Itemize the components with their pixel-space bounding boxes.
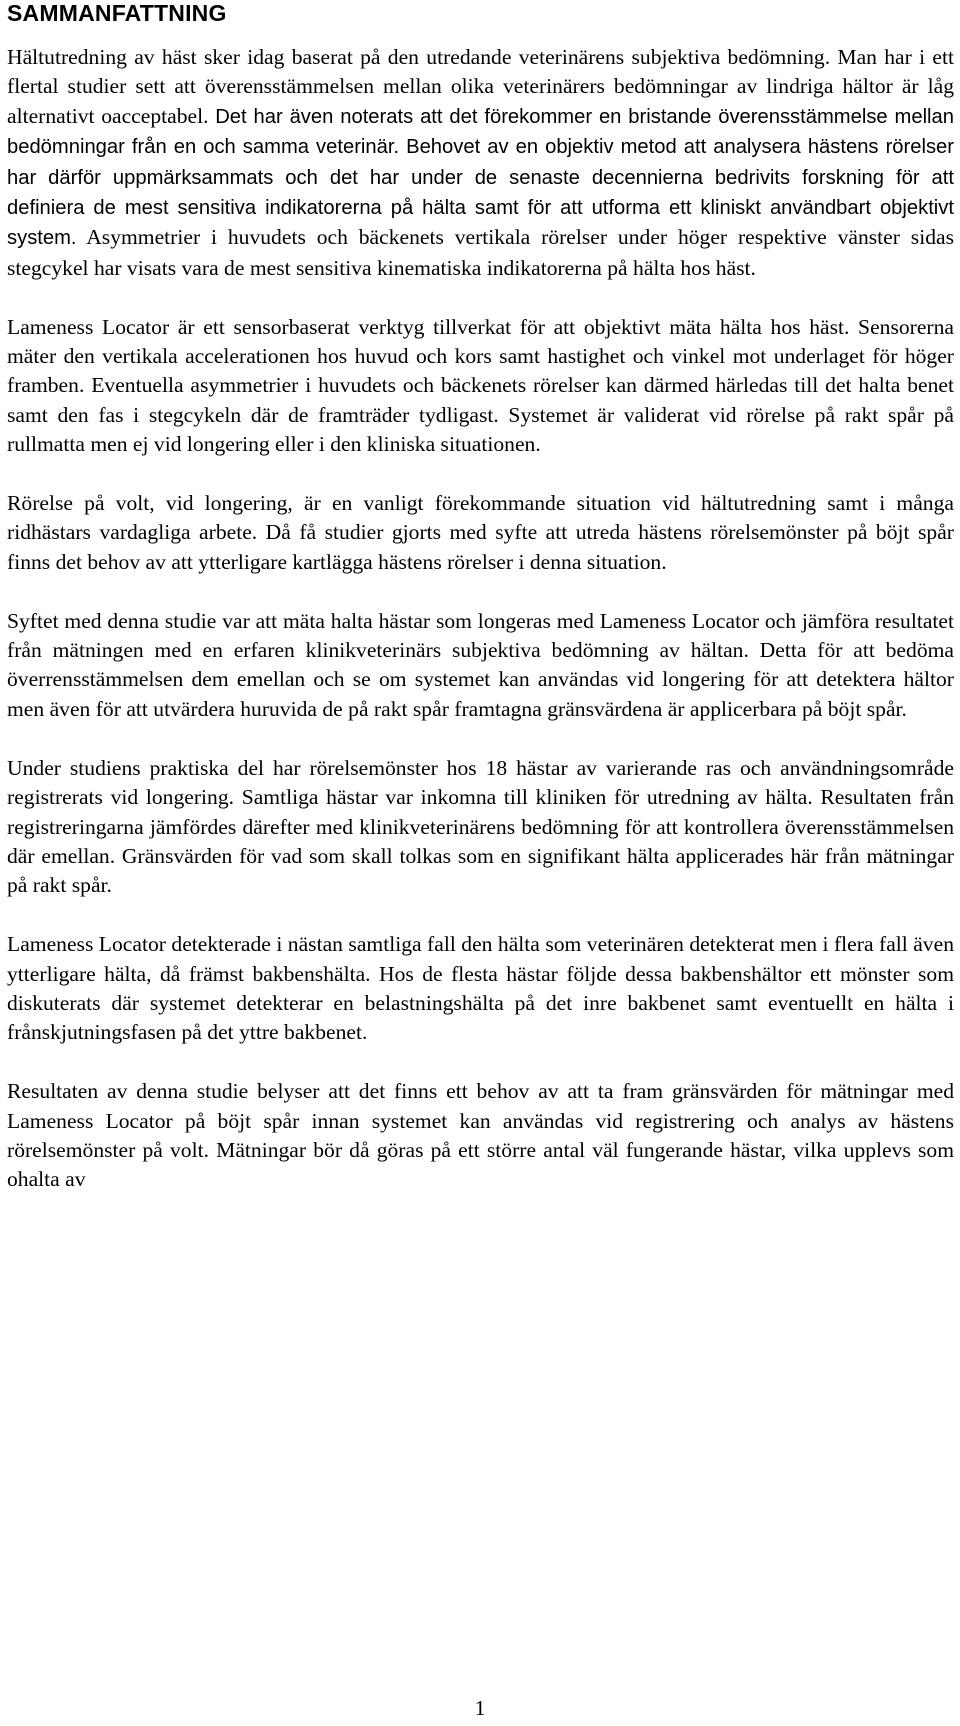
page-number: 1 bbox=[474, 1696, 486, 1720]
paragraph-6: Lameness Locator detekterade i nästan samtliga fall den hälta som veterinären detekterat men i flera fall även ytterligare hälta, då främst bakbenshälta. Hos de flesta hästar följde dessa bakbenshältor ett mönster som diskuterats där systemet detekterar en belastningshälta på det inre bakbenet samt eventuellt en hälta i frånskjutningsfasen på det yttre bakbenet. bbox=[7, 932, 954, 1045]
section-heading: SAMMANFATTNING bbox=[7, 0, 227, 26]
paragraph-3: Rörelse på volt, vid longering, är en vanligt förekommande situation vid hältutredning samt i många ridhästars vardagliga arbete. Då få studier gjorts med syfte att utreda hästens rörelsemönster på böjt spår finns det behov av att ytterligare kartlägga hästens rörelser i denna situation. bbox=[7, 491, 954, 574]
paragraph-2: Lameness Locator är ett sensorbaserat verktyg tillverkat för att objektivt mäta hälta hos häst. Sensorerna mäter den vertikala accelerationen hos huvud och kors samt hastighet och vinkel mot underlaget för höger framben. Eventuella asymmetrier i huvudets och bäckenets rörelser kan därmed härledas till det halta benet samt den fas i stegcykeln där de framträder tydligast. Systemet är validerat vid rörelse på rakt spår på rullmatta men ej vid longering eller i den kliniska situationen. bbox=[7, 314, 954, 457]
paragraph-5: Under studiens praktiska del har rörelsemönster hos 18 hästar av varierande ras och användningsområde registrerats vid longering. Samtliga hästar var inkomna till kliniken för utredning av hälta. Resultaten från registreringarna jämfördes därefter med klinikveterinärens bedömning för att kontrollera överensstämmelsen där emellan. Gränsvärden för vad som skall tolkas som en signifikant hälta applicerades här från mätningar på rakt spår. bbox=[7, 755, 954, 898]
paragraph-1-part-b: Det har även noterats att det förekommer en bristande överensstämmelse mellan bedömningar från en och samma veterinär. Behovet av en objektiv metod att analysera hästens rörelser har därför uppmärksammats och det har under de senaste decennierna bedrivits forskning för att definiera de mest sensitiva indikatorerna på hälta samt för att utforma ett kliniskt användbart objektivt system. bbox=[7, 105, 954, 250]
paragraph-7: Resultaten av denna studie belyser att det finns ett behov av att ta fram gränsvärden för mätningar med Lameness Locator på böjt spår innan systemet kan användas vid registrering och analys av hästens rörelsemönster på volt. Mätningar bör då göras på ett större antal väl fungerande hästar, vilka upplevs som ohalta av bbox=[7, 1079, 954, 1192]
document-page bbox=[7, 0, 954, 1195]
paragraph-1-part-a: Hältutredning av häst sker idag baserat på den utredande veterinärens subjektiva bedömning. Man har i ett flertal studier sett att överensstämmelsen mellan olika veterinärers bedömningar av lindriga hältor är låg alternativt oacceptabel. bbox=[7, 45, 954, 128]
paragraph-1-part-c: Asymmetrier i huvudets och bäckenets vertikala rörelser under höger respektive vänster sidas stegcykel har visats vara de mest sensitiva kinematiska indikatorerna på hälta hos häst. bbox=[7, 225, 954, 280]
paragraph-4: Syftet med denna studie var att mäta halta hästar som longeras med Lameness Locator och jämföra resultatet från mätningen med en erfaren klinikveterinärs subjektiva bedömning av hältan. Detta för att bedöma överrensstämmelsen dem emellan och se om systemet kan användas vid longering för att detektera hältor men även för att utvärdera huruvida de på rakt spår framtagna gränsvärdena är applicerbara på böjt spår. bbox=[7, 608, 954, 721]
paragraph-1 bbox=[7, 43, 954, 283]
